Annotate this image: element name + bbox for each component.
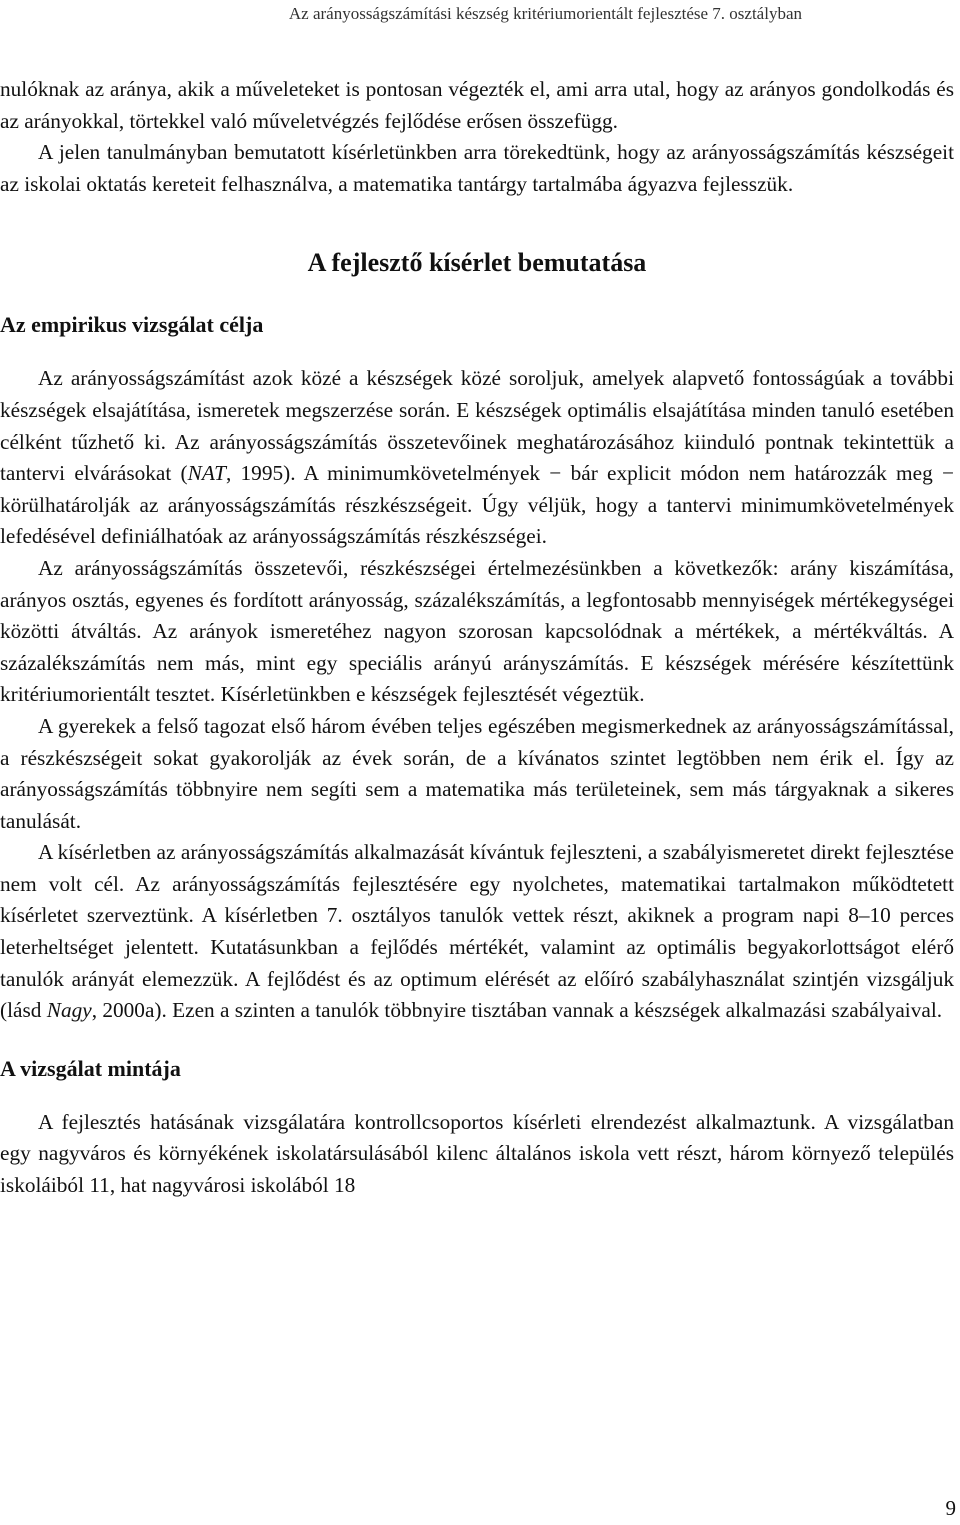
page-content (0, 74, 954, 1202)
goal-paragraph-4-text-b: , 2000a). Ezen a szinten a tanulók többnyire tisztában vannak a készségek alkalmazási szabályaival. (91, 998, 943, 1023)
sample-paragraph-1: A fejlesztés hatásának vizsgálatára kontrollcsoportos kísérleti elrendezést alkalmaztunk. A vizsgálatban egy nagyváros és környékének iskolatársulásából kilenc általános iskola vett részt, három környező település iskoláiból 11, hat nagyvárosi iskolából 18 (0, 1109, 954, 1198)
citation-nagy: Nagy (46, 998, 92, 1023)
goal-paragraph-4 (0, 837, 954, 1027)
citation-nat: NAT (187, 461, 226, 486)
goal-paragraph-1 (0, 363, 954, 553)
goal-paragraph-1-text-a: Az arányosságszámítást azok közé a készségek közé soroljuk, amelyek alapvető fontosságúak a további készségek elsajátítása, ismeretek megszerzése során. E készségek optimális elsajátítása minden tanuló esetében célként tűzhető ki. Az arányosságszámítás összetevőinek meghatározásához kiinduló pontnak tekintettük a tantervi elvárásokat ( (0, 366, 954, 486)
running-header: Az arányosságszámítási készség kritériumorientált fejlesztése 7. osztályban (288, 4, 802, 23)
subsection-title-goal: Az empirikus vizsgálat célja (0, 312, 264, 338)
subsection-sample-body (0, 1107, 954, 1202)
page-number: 9 (945, 1496, 956, 1520)
subsection-title-sample: A vizsgálat mintája (0, 1055, 181, 1081)
goal-paragraph-1-text-b: , 1995). A minimumkövetelmények − bár explicit módon nem határozzák meg − körülhatárolják az arányosságszámítás részkészségeit. Úgy véljük, hogy a tantervi minimumkövetelmények lefedésével definiálhatóak az arányosságszámítás részkészségei. (0, 461, 954, 549)
goal-paragraph-3: A gyerekek a felső tagozat első három évében teljes egészében megismerkednek az arányosságszámítással, a részkészségeit sokat gyakorolják az évek során, de a kívánatos szintet legtöbben nem érik el. Így az arányosságszámítás többnyire nem segíti sem a matematika más területeinek, sem más tárgyaknak a sikeres tanulását. (0, 713, 954, 833)
subsection-goal-body (0, 363, 954, 1026)
goal-paragraph-4-text-a: A kísérletben az arányosságszámítás alkalmazását kívántuk fejleszteni, a szabályismeretet direkt fejlesztése nem volt cél. Az arányosságszámítás fejlesztésére egy nyolchetes, matematikai tartalmakon működtetett kísérletet szerveztünk. A kísérletben 7. osztályos tanulók vettek részt, akiknek a program napi 8–10 perces leterheltséget jelentett. Kutatásunkban a fejlődés mértékét, valamint az optimális begyakorlottságot elérő tanulók arányát elemezzük. A fejlődést és az optimum elérését az előíró szabályhasználat szintjén vizsgáljuk (lásd (0, 840, 954, 1023)
section-title: A fejlesztő kísérlet bemutatása (307, 248, 647, 278)
goal-paragraph-2: Az arányosságszámítás összetevői, részkészségei értelmezésünkben a következők: arány kiszámítása, arányos osztás, egyenes és fordított arányosság, százalékszámítás, a legfontosabb mennyiségek mértékegységei közötti átváltás. Az arányok ismeretéhez nagyon szorosan kapcsolódnak a mértékek, a mértékváltás. A százalékszámítás nem más, mint egy speciális arányú arányszámítás. E készségek mérésére készítettünk kritériumorientált tesztet. Kísérletünkben e készségek fejlesztését végeztük. (0, 555, 954, 707)
intro-paragraph-continued: nulóknak az aránya, akik a műveleteket is pontosan végezték el, ami arra utal, hogy az arányos gondolkodás és az arányokkal, törtekkel való műveletvégzés fejlődése erősen összefügg. (0, 77, 954, 133)
intro-paragraph: A jelen tanulmányban bemutatott kísérletünkben arra törekedtünk, hogy az arányosságszámítás készségeit az iskolai oktatás kereteit felhasználva, a matematika tantárgy tartalmába ágyazva fejlesszük. (0, 140, 954, 196)
